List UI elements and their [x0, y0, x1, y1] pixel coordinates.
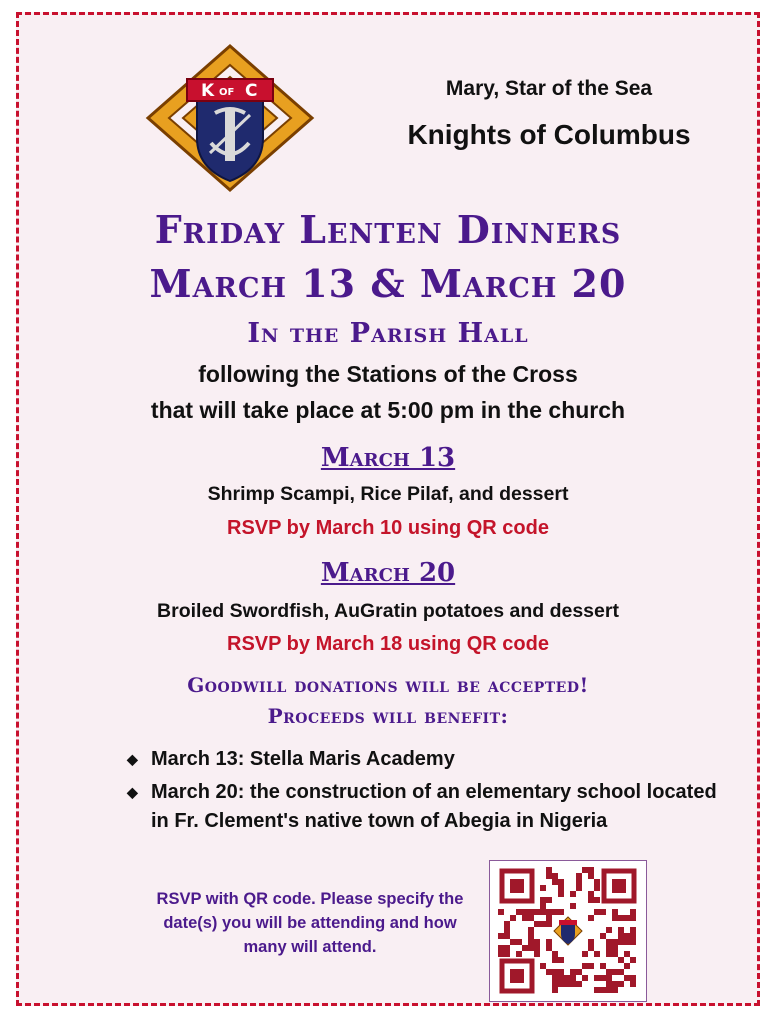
parish-name: Mary, Star of the Sea [445, 77, 653, 100]
event-location: In the Parish Hall [247, 318, 529, 349]
rsvp-instructions: RSVP with QR code. Please specify the date(s) you will be attending and how many will attend. [156, 890, 464, 956]
dinner-heading-march-20: March 20 [320, 558, 456, 588]
list-item [119, 778, 739, 836]
organization-name: Knights of Columbus [407, 119, 691, 150]
dinner-rsvp-march-20: RSVP by March 18 using QR code [227, 633, 549, 655]
knights-of-columbus-logo [145, 43, 315, 193]
dinner-rsvp-march-13: RSVP by March 10 using QR code [227, 517, 549, 539]
diamond-bullet-icon: ◆ [127, 784, 138, 800]
beneficiary-march-13: March 13: Stella Maris Academy [151, 748, 455, 770]
event-dates: March 13 & March 20 [149, 261, 627, 306]
event-title: Friday Lenten Dinners [154, 207, 622, 252]
intro-line-1: following the Stations of the Cross [198, 361, 578, 387]
beneficiary-list [119, 745, 739, 840]
donations-heading: Goodwill donations will be accepted! [187, 673, 589, 697]
rsvp-qr-code[interactable] [489, 860, 647, 1002]
list-item [119, 745, 739, 774]
dinner-heading-march-13: March 13 [320, 443, 456, 473]
logo-letter-of: OF [219, 87, 235, 98]
logo-letter-c: C [245, 81, 258, 101]
flyer [16, 12, 760, 1006]
dinner-menu-march-13: Shrimp Scampi, Rice Pilaf, and dessert [207, 483, 569, 505]
diamond-bullet-icon: ◆ [127, 751, 138, 767]
dinner-menu-march-20: Broiled Swordfish, AuGratin potatoes and dessert [157, 600, 619, 622]
donations-subheading: Proceeds will benefit: [267, 704, 509, 728]
intro-line-2: that will take place at 5:00 pm in the church [150, 397, 626, 423]
logo-letter-k: K [201, 81, 215, 101]
beneficiary-march-20: March 20: the construction of an elementary school located in Fr. Clement's native town of Abegia in Nigeria [151, 781, 717, 832]
